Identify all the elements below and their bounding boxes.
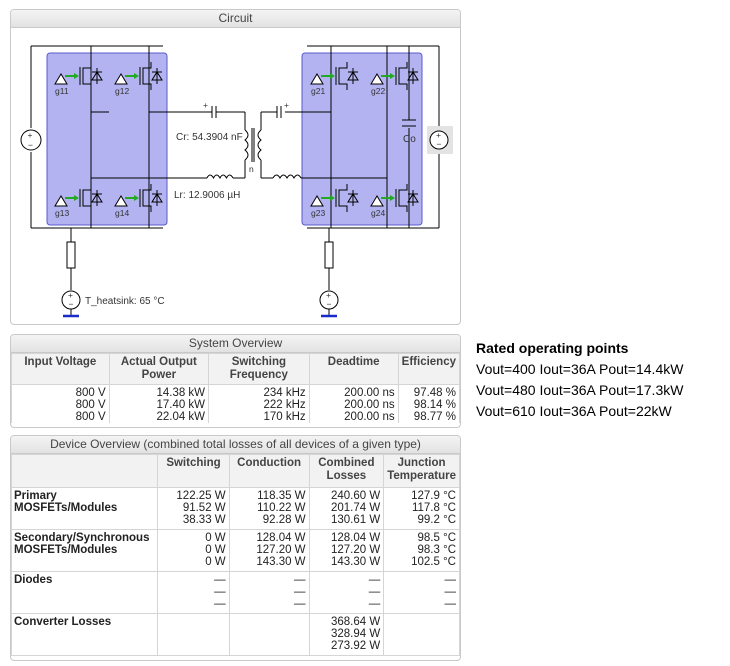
system-overview-panel xyxy=(10,334,461,428)
svg-text:+: + xyxy=(68,290,73,300)
device-row-label: Secondary/Synchronous MOSFETs/Modules xyxy=(12,530,158,572)
rated-line: Vout=610 Iout=36A Pout=22kW xyxy=(476,403,672,419)
gate-label: g13 xyxy=(55,208,70,218)
svg-text:−: − xyxy=(68,299,74,309)
lr-inductor[interactable] xyxy=(207,175,233,178)
svg-text:−: − xyxy=(28,140,33,150)
svg-text:+: + xyxy=(436,130,441,140)
device-cell-switching: 0 W 0 W 0 W xyxy=(158,530,229,572)
input-voltage-source[interactable] xyxy=(21,130,41,150)
device-cell-junction xyxy=(384,614,460,656)
device-header-0 xyxy=(12,455,158,488)
system-cell: 800 V xyxy=(75,399,106,411)
device-overview-table xyxy=(11,454,460,656)
svg-text:+: + xyxy=(27,130,33,140)
system-cell: 98.14 % xyxy=(413,399,456,411)
device-cell-combined: 128.04 W 127.20 W 143.30 W xyxy=(309,530,384,572)
svg-text:−: − xyxy=(326,299,332,309)
device-cell-switching: — — — xyxy=(158,572,229,614)
system-cell: 800 V xyxy=(75,387,106,399)
system-overview-table xyxy=(11,353,460,423)
system-cell: 200.00 ns xyxy=(344,399,395,411)
gate-label: g21 xyxy=(311,86,326,96)
device-header-2: Conduction xyxy=(229,455,309,488)
device-row xyxy=(12,488,460,530)
secondary-inductor[interactable] xyxy=(273,175,301,178)
device-row xyxy=(12,530,460,572)
transformer-ratio-label: n xyxy=(249,164,254,174)
gate-label: g12 xyxy=(115,86,130,96)
device-cell-junction: 98.5 °C 98.3 °C 102.5 °C xyxy=(384,530,460,572)
system-cell: 17.40 kW xyxy=(156,399,206,411)
device-cell-combined: 368.64 W 328.94 W 273.92 W xyxy=(309,614,384,656)
device-overview-title: Device Overview (combined total losses of all devices of a given type) xyxy=(11,436,460,454)
device-cell-combined: — — — xyxy=(309,572,384,614)
system-header-2: Switching Frequency xyxy=(209,354,310,385)
device-cell-conduction: — — — xyxy=(229,572,309,614)
device-header-4: Junction Temperature xyxy=(384,455,460,488)
system-column-3 xyxy=(309,385,398,424)
gate-label: g14 xyxy=(115,208,130,218)
gate-label: g23 xyxy=(311,208,326,218)
system-overview-title: System Overview xyxy=(11,335,460,353)
gate-label: g11 xyxy=(55,86,69,96)
gate-label: g24 xyxy=(371,208,386,218)
rated-title: Rated operating points xyxy=(476,340,629,356)
system-header-4: Efficiency xyxy=(398,354,459,385)
circuit-title: Circuit xyxy=(11,10,460,28)
device-row-label: Primary MOSFETs/Modules xyxy=(12,488,158,530)
cr-capacitor[interactable] xyxy=(207,106,221,118)
device-row xyxy=(12,614,460,656)
secondary-capacitor[interactable] xyxy=(277,106,281,118)
device-row xyxy=(12,572,460,614)
system-cell: 22.04 kW xyxy=(156,411,206,423)
device-cell-conduction: 128.04 W 127.20 W 143.30 W xyxy=(229,530,309,572)
circuit-panel xyxy=(10,9,461,325)
lr-label: Lr: 12.9006 µH xyxy=(174,190,241,201)
system-cell: 170 kHz xyxy=(263,411,306,423)
svg-text:+: + xyxy=(326,290,331,300)
system-cell: 800 V xyxy=(75,411,106,423)
device-overview-panel xyxy=(10,435,461,661)
system-cell: 14.38 kW xyxy=(156,387,206,399)
svg-text:+: + xyxy=(284,100,289,110)
rated-operating-points xyxy=(476,338,683,422)
circuit-schematic[interactable] xyxy=(11,28,460,324)
device-cell-switching xyxy=(158,614,229,656)
system-cell: 200.00 ns xyxy=(344,411,395,423)
rated-line: Vout=480 Iout=36A Pout=17.3kW xyxy=(476,382,684,398)
system-cell: 200.00 ns xyxy=(344,387,395,399)
device-header-1: Switching xyxy=(158,455,229,488)
device-row-label: Diodes xyxy=(12,572,158,614)
device-cell-conduction xyxy=(229,614,309,656)
svg-text:+: + xyxy=(203,100,208,110)
device-cell-switching: 122.25 W 91.52 W 38.33 W xyxy=(158,488,229,530)
system-header-3: Deadtime xyxy=(309,354,398,385)
system-header-1: Actual Output Power xyxy=(109,354,208,385)
system-column-0 xyxy=(12,385,110,424)
device-row-label: Converter Losses xyxy=(12,614,158,656)
system-column-2 xyxy=(209,385,310,424)
svg-text:−: − xyxy=(436,139,442,149)
system-column-1 xyxy=(109,385,208,424)
rated-line: Vout=400 Iout=36A Pout=14.4kW xyxy=(476,361,684,377)
system-header-0: Input Voltage xyxy=(12,354,110,385)
device-header-3: Combined Losses xyxy=(309,455,384,488)
device-cell-combined: 240.60 W 201.74 W 130.61 W xyxy=(309,488,384,530)
system-cell: 234 kHz xyxy=(263,387,306,399)
transformer[interactable] xyxy=(245,128,261,162)
gate-label: g22 xyxy=(371,86,386,96)
co-label: Co xyxy=(403,134,416,145)
cr-label: Cr: 54.3904 nF xyxy=(176,132,243,143)
device-cell-junction: 127.9 °C 117.8 °C 99.2 °C xyxy=(384,488,460,530)
system-cell: 97.48 % xyxy=(413,387,456,399)
heatsink-label: T_heatsink: 65 °C xyxy=(85,296,165,307)
system-cell: 98.77 % xyxy=(413,411,456,423)
system-column-4 xyxy=(398,385,459,424)
system-cell: 222 kHz xyxy=(263,399,306,411)
device-cell-conduction: 118.35 W 110.22 W 92.28 W xyxy=(229,488,309,530)
device-cell-junction: — — — xyxy=(384,572,460,614)
